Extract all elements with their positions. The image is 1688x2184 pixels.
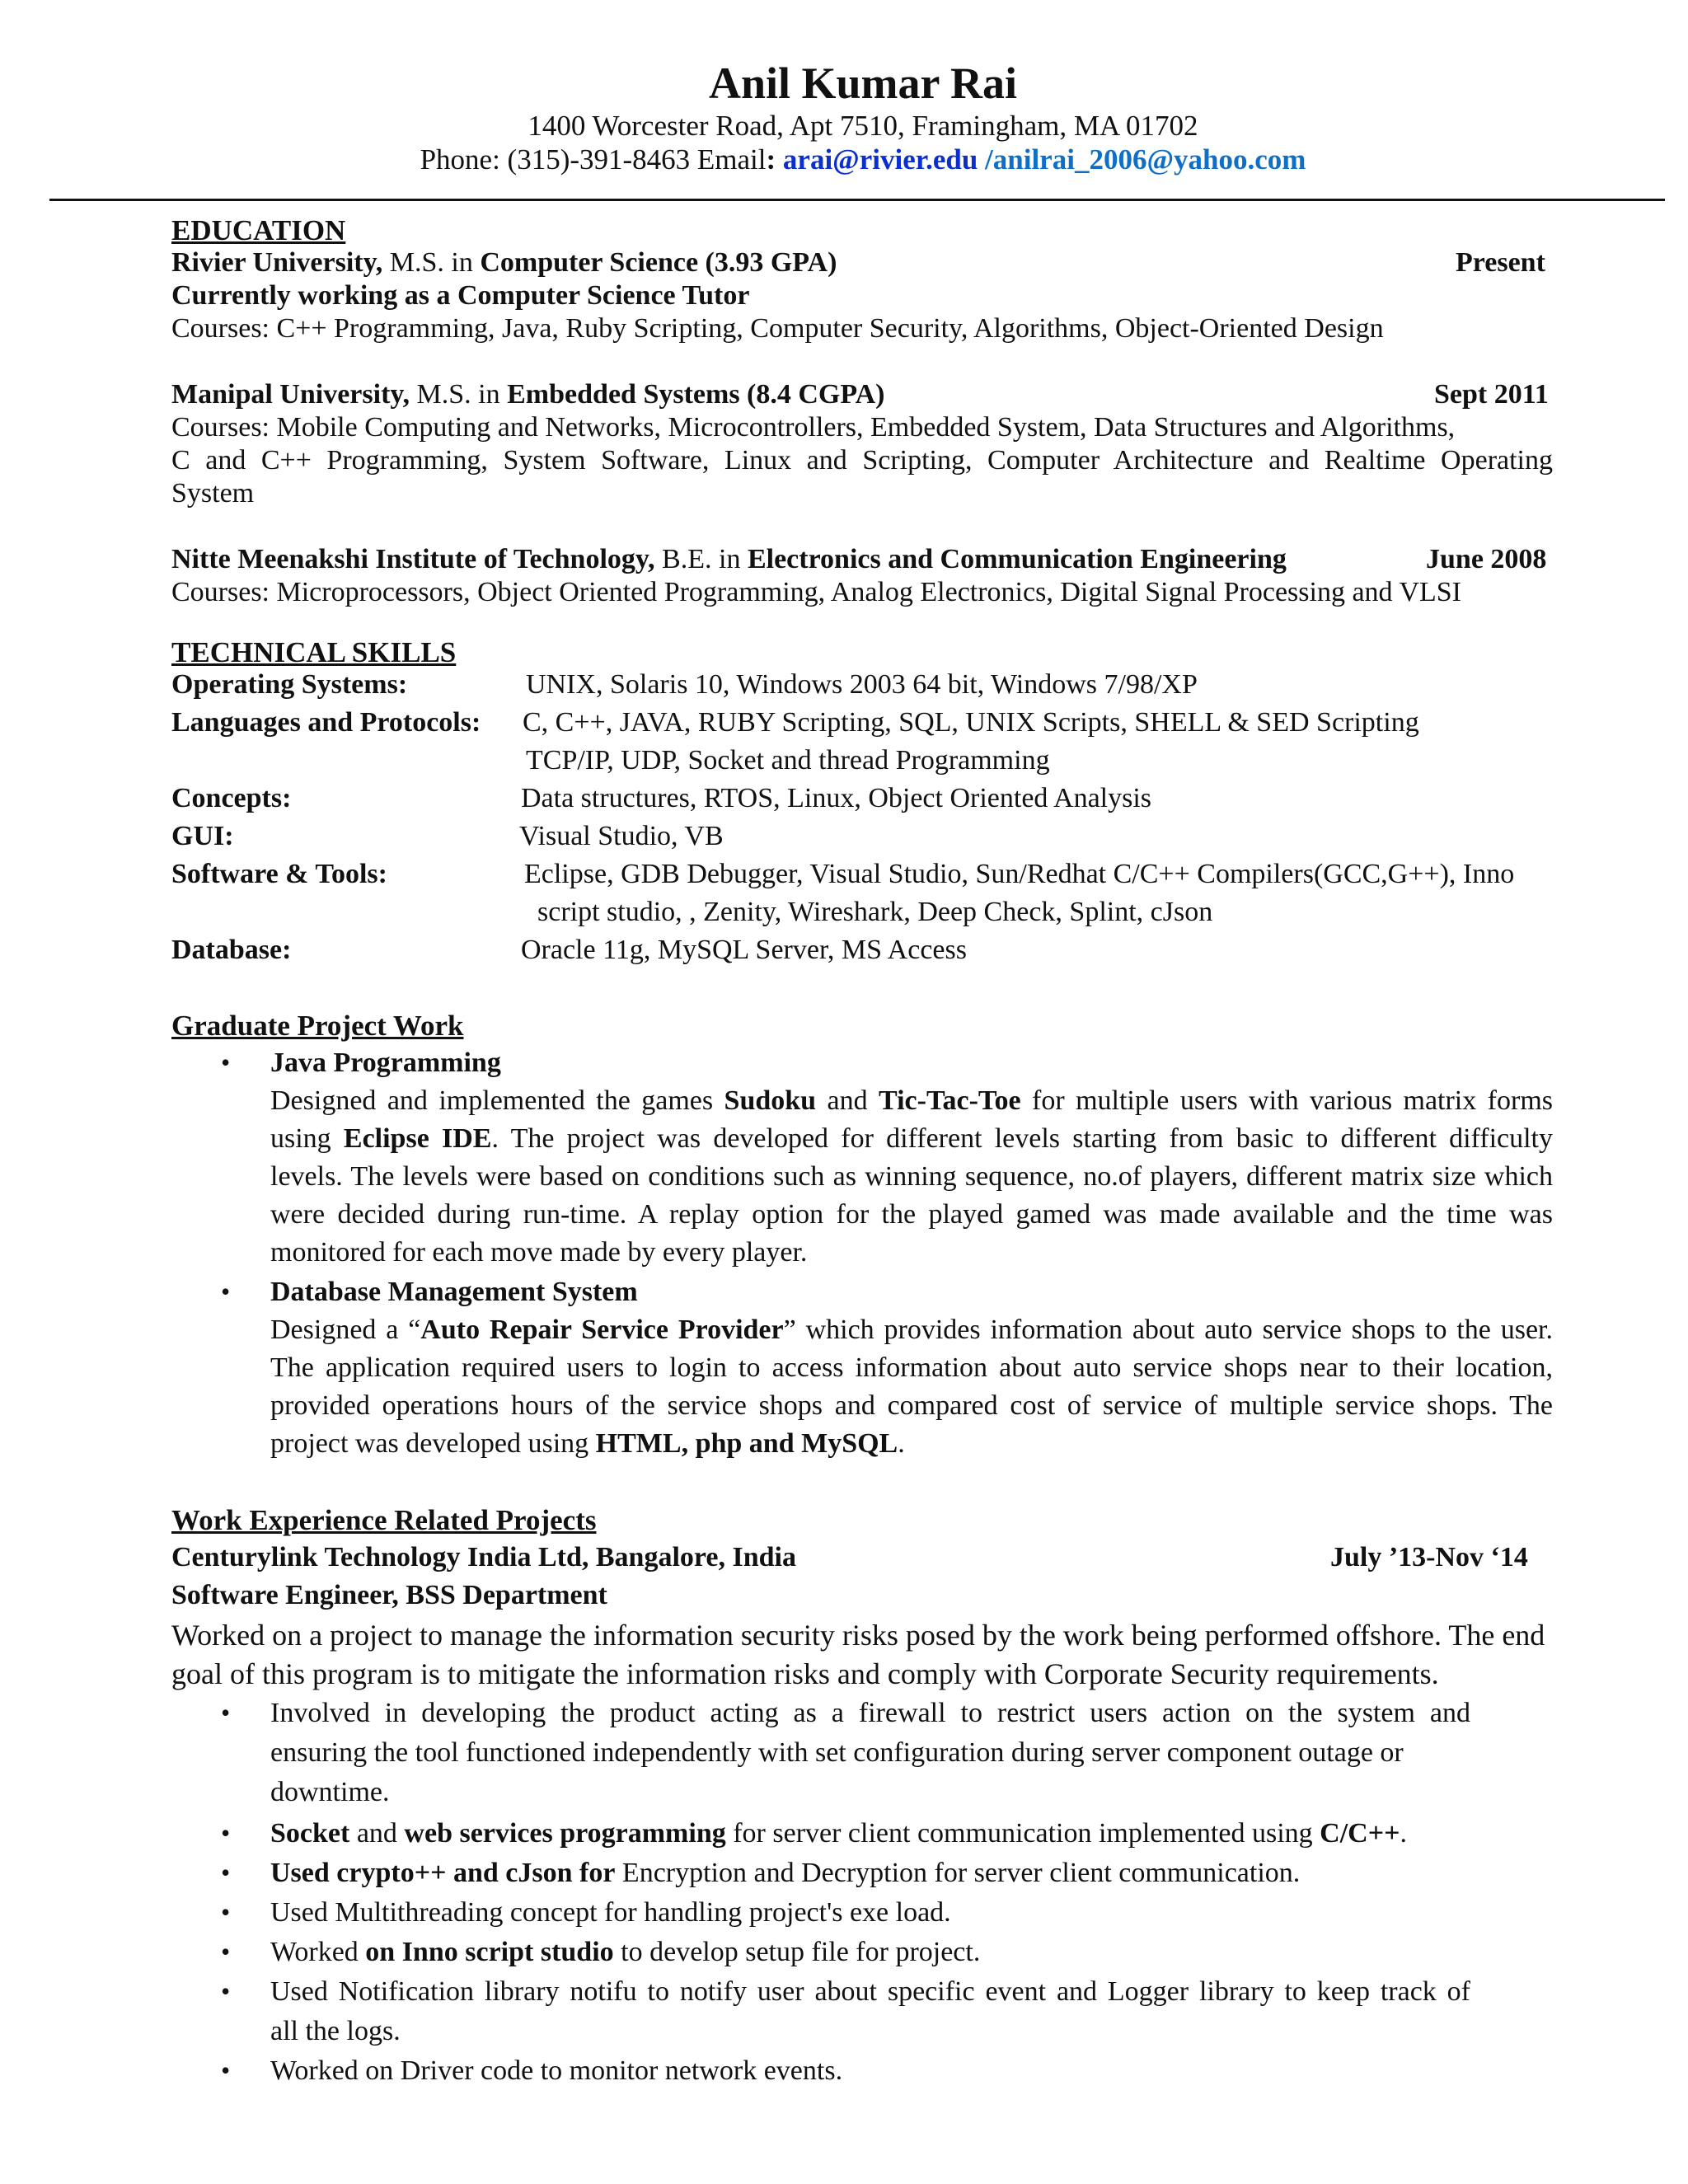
work-bullet-6-line-1: Used Notification library notifu to notify user about specific event and Logger library to keep track of (270, 1976, 1470, 2007)
edu-1-note: Currently working as a Computer Science Tutor (171, 280, 750, 311)
text-span: Designed a “ (270, 1315, 421, 1345)
contact-line (0, 143, 1688, 176)
project-1-line-4: were decided during run-time. A replay option for the played gamed was made available and the time was (270, 1199, 1553, 1230)
text-span: . The project was developed for different levels starting from basic to different difficulty (491, 1123, 1554, 1154)
header-divider (49, 199, 1665, 201)
edu-2-school: Manipal University, (171, 379, 410, 410)
text-span: . (1400, 1818, 1407, 1849)
work-heading: Work Experience Related Projects (171, 1504, 597, 1536)
bold-span: Auto Repair Service Provider (420, 1315, 784, 1345)
projects-heading: Graduate Project Work (171, 1010, 464, 1042)
work-bullet-7: Worked on Driver code to monitor network events. (270, 2055, 843, 2086)
work-dates: July ’13-Nov ‘14 (1330, 1542, 1528, 1572)
project-1-title: Java Programming (270, 1047, 501, 1078)
bold-span: Tic-Tac-Toe (879, 1085, 1021, 1116)
skill-value-database: Oracle 11g, MySQL Server, MS Access (521, 935, 967, 965)
bold-span: Sudoku (724, 1085, 817, 1116)
text-span: and (816, 1085, 879, 1116)
text-span: Encryption and Decryption for server client communication. (615, 1858, 1301, 1888)
project-1-line-5: monitored for each move made by every player. (270, 1237, 808, 1268)
edu-2-line (171, 379, 885, 410)
skill-value-concepts: Data structures, RTOS, Linux, Object Oriented Analysis (521, 783, 1152, 813)
work-bullet-2 (270, 1818, 1407, 1849)
work-bullet-3 (270, 1858, 1300, 1889)
work-bullet-6-line-2: all the logs. (270, 2016, 401, 2046)
edu-2-courses-3: System (171, 478, 255, 509)
bullet-icon: • (221, 1858, 231, 1887)
email-primary-link[interactable]: arai@rivier.edu (782, 143, 978, 176)
bullet-icon: • (221, 1976, 231, 2006)
text-span: Designed and implemented the games (270, 1085, 724, 1116)
skill-value-languages-1: C, C++, JAVA, RUBY Scripting, SQL, UNIX Scripts, SHELL & SED Scripting (523, 707, 1419, 738)
project-2-line-3: provided operations hours of the service shops and compared cost of service of multiple service shops. The (270, 1390, 1553, 1421)
skill-value-os: UNIX, Solaris 10, Windows 2003 64 bit, Windows 7/98/XP (526, 669, 1198, 700)
edu-1-field: Computer Science (3.93 GPA) (480, 247, 837, 278)
work-role: Software Engineer, BSS Department (171, 1580, 607, 1610)
phone-text: Phone: (315)-391-8463 Email (420, 143, 767, 176)
edu-1-degree: M.S. in (382, 247, 481, 278)
edu-3-field: Electronics and Communication Engineering (747, 544, 1287, 574)
project-1-line-3: levels. The levels were based on conditions such as winning sequence, no.of players, different matrix size which (270, 1161, 1553, 1192)
project-2-line-1 (270, 1315, 1553, 1346)
project-1-line-2 (270, 1123, 1553, 1155)
edu-3-degree: B.E. in (654, 544, 748, 574)
colon: : (766, 143, 776, 176)
skill-value-gui: Visual Studio, VB (519, 821, 724, 851)
skill-value-languages-2: TCP/IP, UDP, Socket and thread Programming (526, 745, 1050, 776)
text-span: for multiple users with various matrix forms (1020, 1085, 1554, 1116)
work-company: Centurylink Technology India Ltd, Bangalore, India (171, 1542, 796, 1572)
project-1-line-1 (270, 1085, 1553, 1117)
skill-value-software-1: Eclipse, GDB Debugger, Visual Studio, Sun/Redhat C/C++ Compilers(GCC,G++), Inno (524, 859, 1515, 889)
education-heading: EDUCATION (171, 214, 346, 246)
address: 1400 Worcester Road, Apt 7510, Framingham, MA 01702 (528, 110, 1198, 142)
edu-2-date: Sept 2011 (1434, 379, 1549, 410)
text-span: for server client communication implemented using (725, 1818, 1320, 1849)
skills-heading: TECHNICAL SKILLS (171, 636, 457, 668)
edu-3-courses: Courses: Microprocessors, Object Oriented Programming, Analog Electronics, Digital Signal Processing and VLSI (171, 577, 1461, 607)
bold-span: Used crypto++ and cJson for (270, 1858, 616, 1888)
work-bullet-5 (270, 1937, 980, 1968)
edu-2-courses-2: C and C++ Programming, System Software, Linux and Scripting, Computer Architecture and Realtime Operating (171, 445, 1553, 476)
edu-3-date: June 2008 (1426, 544, 1547, 574)
text-span: using (270, 1123, 344, 1154)
project-2-title: Database Management System (270, 1277, 638, 1307)
text-span: Worked (270, 1937, 366, 1967)
bold-span: Socket (270, 1818, 350, 1849)
text-span: and (349, 1818, 405, 1849)
bold-span: web services programming (404, 1818, 726, 1849)
skill-label-gui: GUI: (171, 821, 234, 851)
skill-label-database: Database: (171, 935, 292, 965)
work-summary-2: goal of this program is to mitigate the information risks and comply with Corporate Security requirements. (171, 1657, 1439, 1690)
text-span: . (898, 1428, 905, 1459)
text-span: ” which provides information about auto service shops to the user. (783, 1315, 1553, 1345)
work-bullet-1-line-3: downtime. (270, 1777, 390, 1807)
email-secondary-link[interactable]: /anilrai_2006@yahoo.com (985, 143, 1306, 176)
skill-label-languages: Languages and Protocols: (171, 707, 481, 738)
edu-1-school: Rivier University, (171, 247, 383, 278)
bullet-icon: • (221, 1937, 231, 1966)
bullet-icon: • (221, 1897, 231, 1927)
project-2-line-4 (270, 1428, 905, 1460)
bold-span: C/C++ (1320, 1818, 1400, 1849)
edu-3-school: Nitte Meenakshi Institute of Technology, (171, 544, 655, 574)
work-bullet-1-line-1: Involved in developing the product acting as a firewall to restrict users action on the system and (270, 1698, 1470, 1728)
edu-1-courses: Courses: C++ Programming, Java, Ruby Scripting, Computer Security, Algorithms, Object-Oriented Design (171, 313, 1384, 344)
edu-2-field: Embedded Systems (8.4 CGPA) (507, 379, 885, 410)
candidate-name: Anil Kumar Rai (708, 59, 1018, 108)
edu-3-line (171, 544, 1287, 575)
bullet-icon: • (221, 1698, 231, 1727)
bullet-icon: • (221, 1047, 231, 1077)
edu-1-line (171, 247, 837, 279)
bullet-icon: • (221, 2055, 231, 2085)
bold-span: HTML, php and MySQL (595, 1428, 898, 1459)
skill-label-concepts: Concepts: (171, 783, 292, 813)
edu-1-date: Present (1456, 247, 1545, 278)
bold-span: on Inno script studio (365, 1937, 614, 1967)
skill-label-software: Software & Tools: (171, 859, 387, 889)
edu-2-degree: M.S. in (410, 379, 508, 410)
bold-span: Eclipse IDE (343, 1123, 492, 1154)
text-span: to develop setup file for project. (613, 1937, 981, 1967)
skill-label-os: Operating Systems: (171, 669, 408, 700)
skill-value-software-2: script studio, , Zenity, Wireshark, Deep Check, Splint, cJson (537, 897, 1213, 927)
work-summary-1: Worked on a project to manage the information security risks posed by the work being performed offshore. The end (171, 1619, 1545, 1652)
project-2-line-2: The application required users to login to access information about auto service shops near to their location, (270, 1352, 1553, 1383)
work-bullet-1-line-2: ensuring the tool functioned independently with set configuration during server component outage or (270, 1737, 1404, 1768)
bullet-icon: • (221, 1277, 231, 1306)
work-bullet-4: Used Multithreading concept for handling project's exe load. (270, 1897, 951, 1928)
text-span: project was developed using (270, 1428, 596, 1459)
edu-2-courses-1: Courses: Mobile Computing and Networks, Microcontrollers, Embedded System, Data Structures and Algorithms, (171, 412, 1456, 443)
bullet-icon: • (221, 1818, 231, 1848)
